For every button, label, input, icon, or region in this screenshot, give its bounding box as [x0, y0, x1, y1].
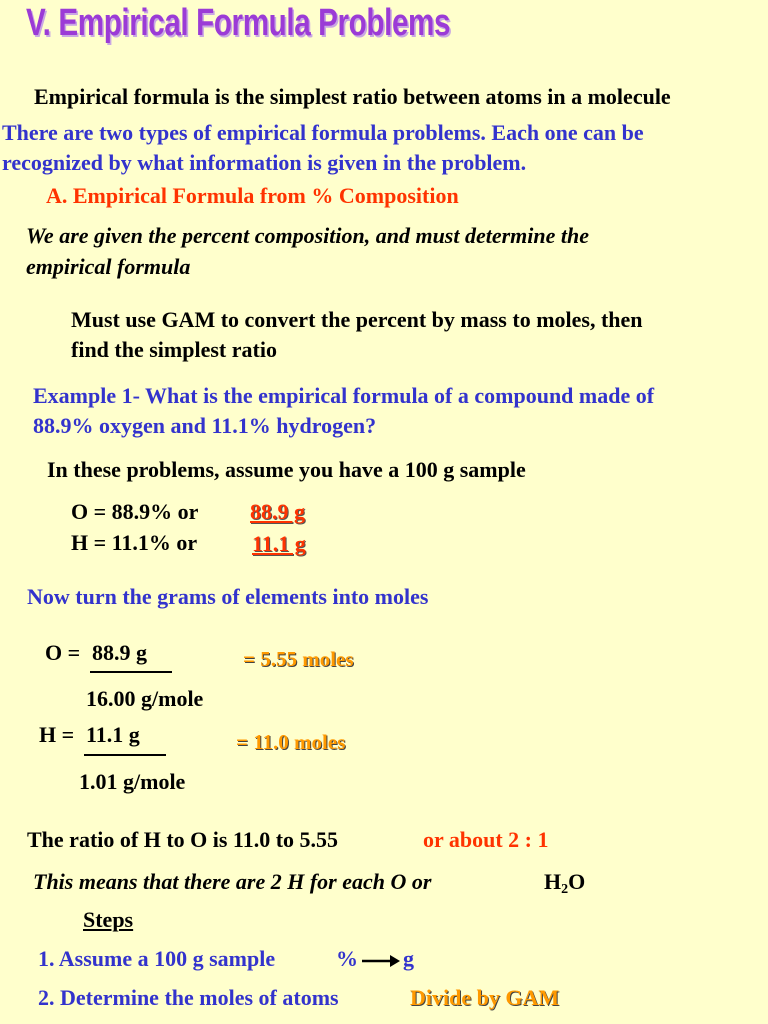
oxygen-calc-numerator: 88.9 g: [92, 640, 147, 665]
section-a-heading: A. Empirical Formula from % Composition: [46, 183, 459, 208]
hydrogen-calc-lhs: H =: [39, 722, 75, 747]
oxygen-percent: O = 88.9% or: [71, 499, 199, 524]
formula-o: O: [568, 869, 586, 894]
page-title: V. Empirical Formula Problems: [26, 2, 451, 44]
types-intro-line-1: There are two types of empirical formula problems. Each one can be: [2, 120, 644, 145]
formula-subscript: 2: [561, 882, 569, 897]
hydrogen-moles-result: = 11.0 moles: [236, 730, 346, 754]
assume-sample-text: In these problems, assume you have a 100 g sample: [47, 457, 526, 482]
turn-into-moles-text: Now turn the grams of elements into moles: [27, 584, 429, 609]
given-line-1: We are given the percent composition, and must determine the: [26, 223, 590, 248]
example-line-1: Example 1- What is the empirical formula of a compound made of: [33, 383, 655, 408]
hydrogen-calc-numerator: 11.1 g: [86, 722, 140, 747]
means-text: This means that there are 2 H for each O or: [33, 869, 432, 894]
oxygen-grams: 88.9 g: [250, 499, 305, 524]
hydrogen-fraction-bar: [84, 754, 166, 756]
steps-heading: Steps: [83, 907, 134, 932]
ratio-text: The ratio of H to O is 11.0 to 5.55: [27, 827, 339, 852]
example-line-2: 88.9% oxygen and 11.1% hydrogen?: [33, 413, 377, 438]
step-2-text: 2. Determine the moles of atoms: [38, 985, 339, 1010]
oxygen-calc-lhs: O =: [45, 640, 81, 665]
hydrogen-calc-denominator: 1.01 g/mole: [79, 769, 186, 794]
oxygen-moles-result: = 5.55 moles: [243, 647, 354, 671]
step-1-to: g: [403, 946, 414, 971]
ratio-approximation: or about 2 : 1: [423, 827, 549, 852]
water-formula: [544, 869, 585, 898]
step-1-text: 1. Assume a 100 g sample: [38, 946, 276, 971]
oxygen-calc-denominator: 16.00 g/mole: [86, 686, 204, 711]
types-intro-line-2: recognized by what information is given in the problem.: [2, 150, 527, 175]
oxygen-fraction-bar: [90, 671, 172, 673]
step-2-note: Divide by GAM: [410, 985, 560, 1010]
hydrogen-grams: 11.1 g: [252, 531, 306, 556]
definition-text: Empirical formula is the simplest ratio between atoms in a molecule: [34, 84, 671, 109]
step-1-from: %: [336, 946, 358, 971]
must-use-line-1: Must use GAM to convert the percent by mass to moles, then: [71, 307, 643, 332]
right-arrow-icon: [362, 954, 400, 968]
hydrogen-percent: H = 11.1% or: [71, 530, 198, 555]
given-line-2: empirical formula: [26, 254, 191, 279]
must-use-line-2: find the simplest ratio: [71, 337, 277, 362]
formula-h: H: [544, 869, 562, 894]
